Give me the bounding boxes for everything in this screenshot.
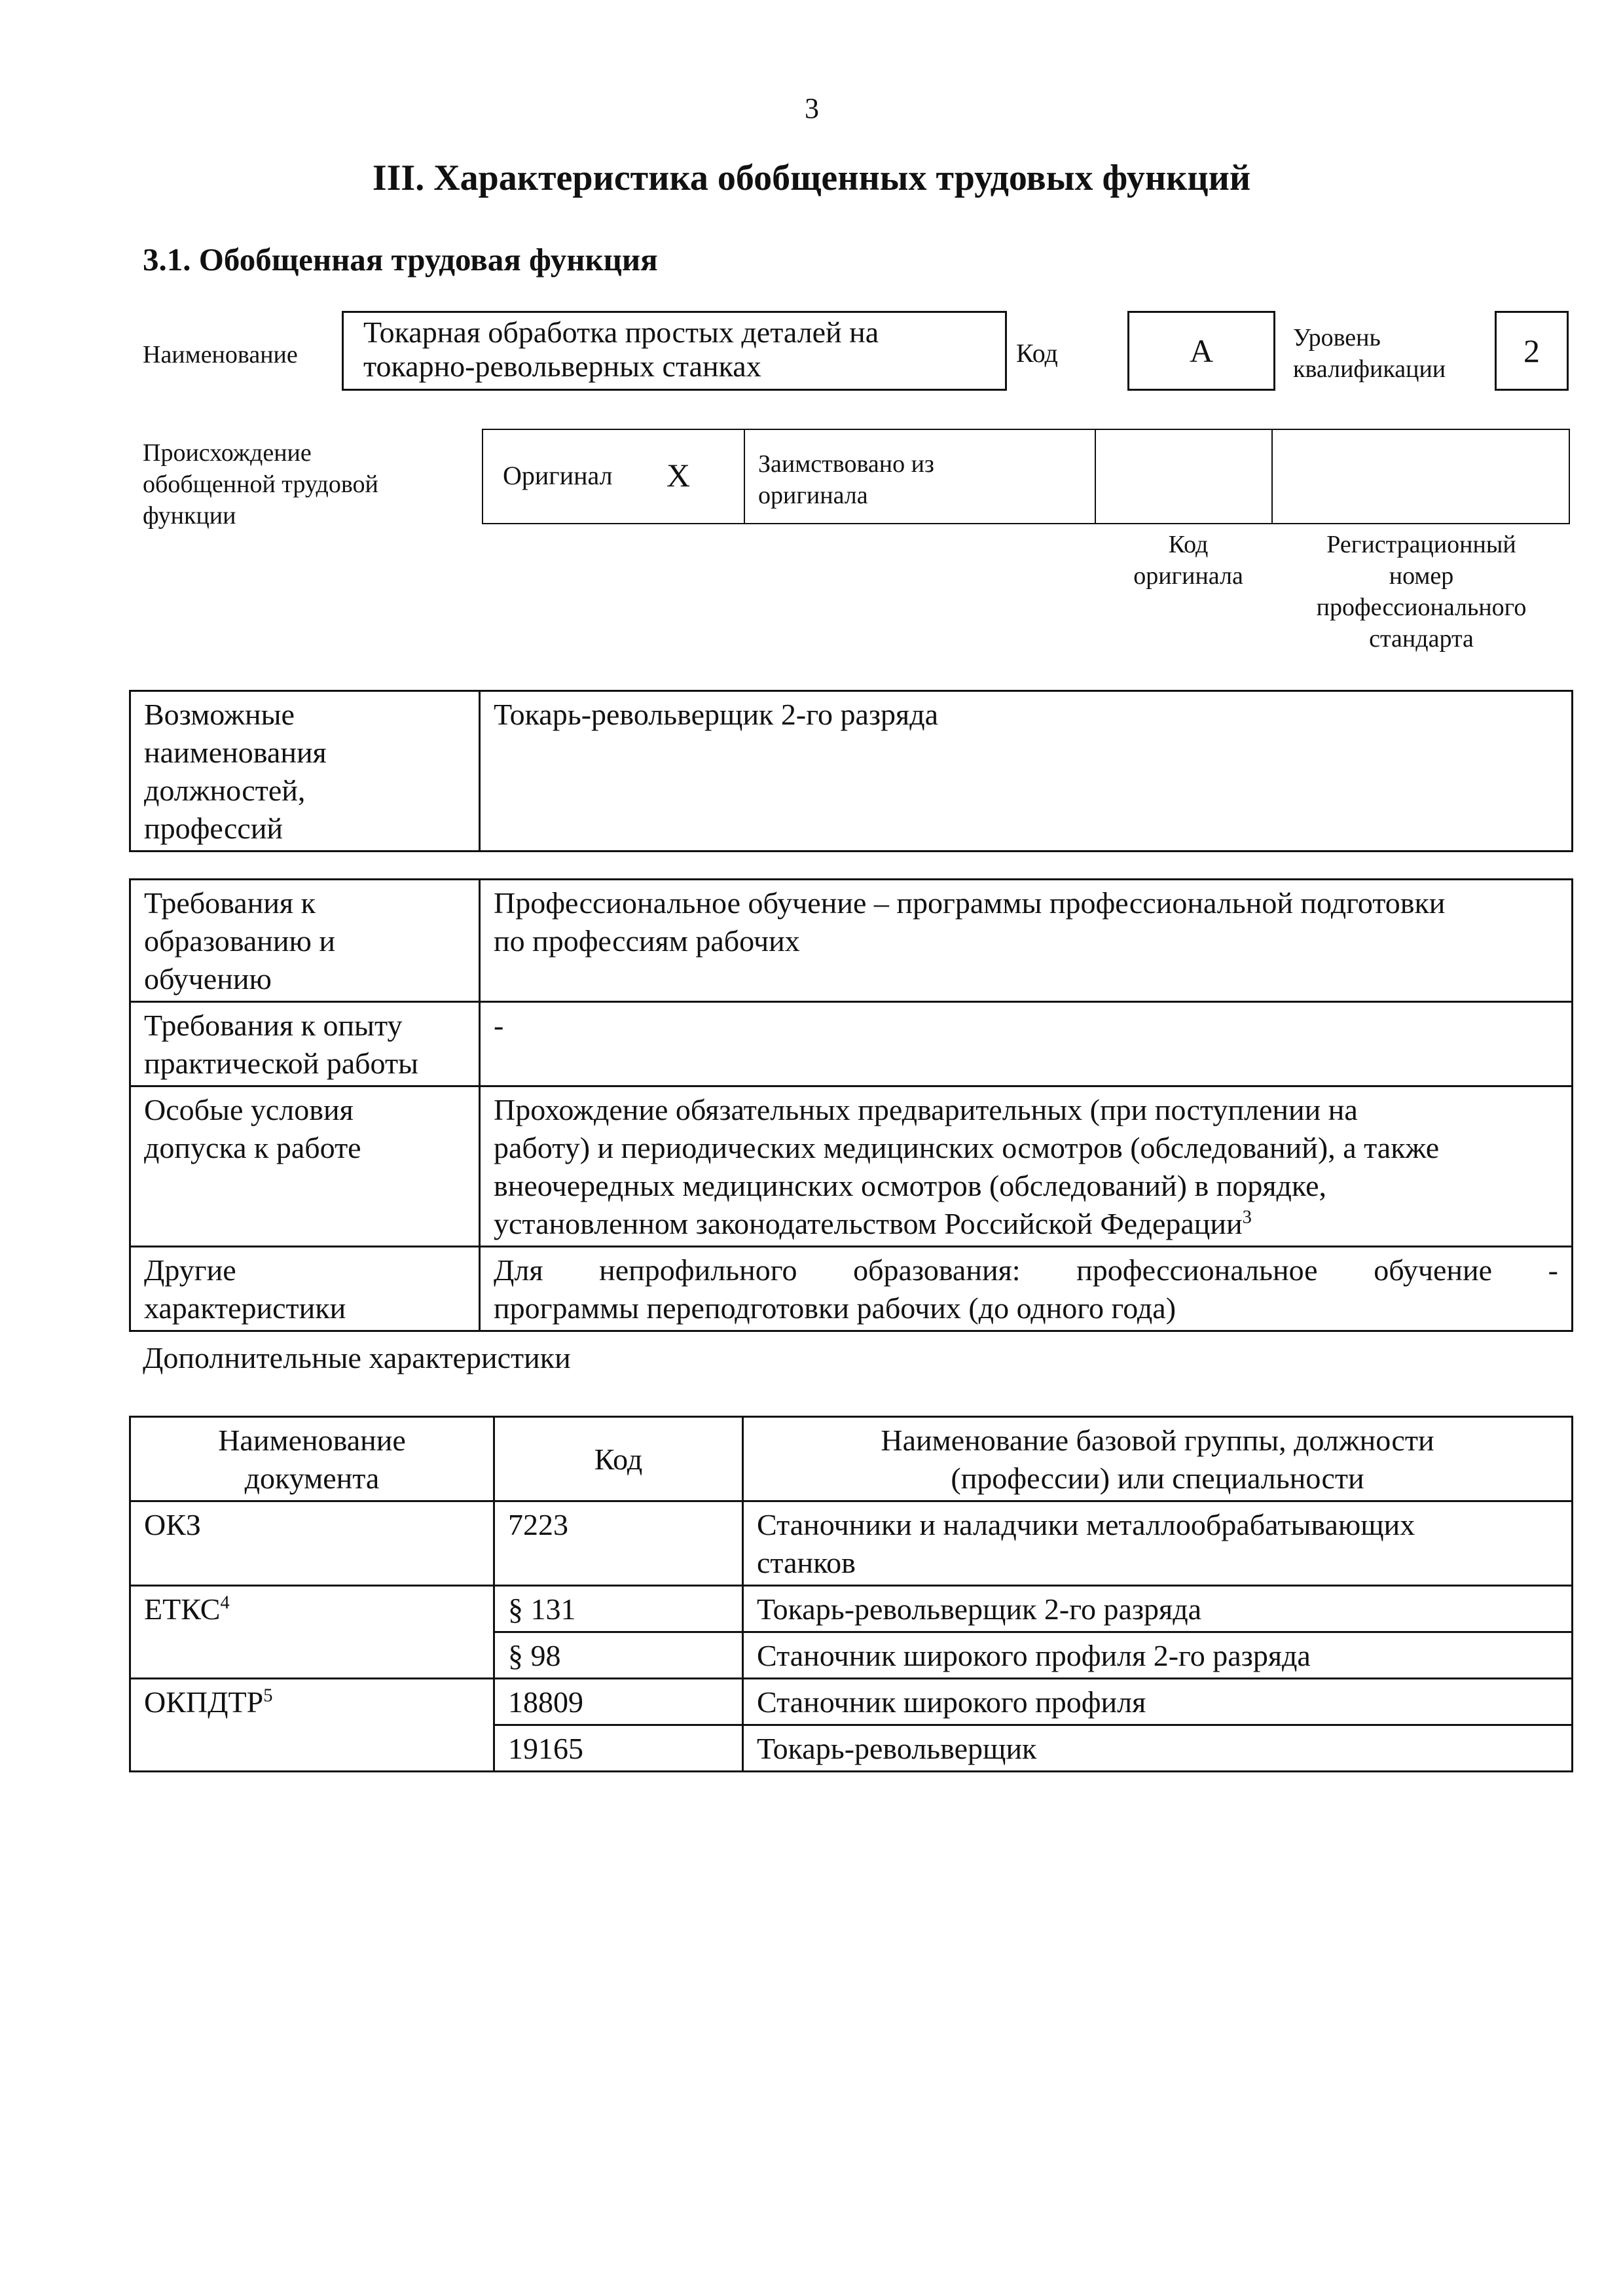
name-line: Токарь-револьверщик 2-го разряда <box>757 1592 1202 1626</box>
function-name-line: Токарная обработка простых деталей на <box>363 315 879 349</box>
code-label: Код <box>1016 338 1058 368</box>
name-line: Станочник широкого профиля 2-го разряда <box>757 1639 1311 1672</box>
name-line: Токарь-револьверщик <box>757 1732 1037 1765</box>
header-line: документа <box>244 1462 380 1495</box>
header-line: Наименование <box>218 1424 406 1457</box>
positions-label-cell <box>130 691 480 852</box>
requirement-value-cell <box>480 1086 1573 1247</box>
code-value: A <box>1189 332 1214 369</box>
positions-table <box>129 690 1573 852</box>
origin-borrowed-cell <box>745 430 1096 523</box>
requirement-value-line: по профессиям рабочих <box>494 924 800 958</box>
positions-label-line: должностей, <box>144 774 306 807</box>
name-cell <box>743 1679 1573 1725</box>
level-label-line: Уровень <box>1293 324 1381 351</box>
level-value: 2 <box>1523 332 1540 369</box>
column-header-name <box>743 1417 1573 1501</box>
original-label: Оригинал <box>503 461 613 490</box>
positions-label-line: Возможные <box>144 698 295 731</box>
footnote-marker: 4 <box>220 1592 230 1613</box>
doc-name: ЕТКС <box>144 1592 221 1626</box>
code-cell <box>494 1586 743 1632</box>
subsection-title: 3.1. Обобщенная трудовая функция <box>143 242 658 278</box>
table-row <box>130 691 1573 852</box>
additional-table <box>129 1416 1573 1772</box>
requirement-value-line: Для непрофильного образования: профессиональное обучение - <box>494 1253 1558 1287</box>
requirement-value-line <box>494 1205 1558 1243</box>
header-line: Код <box>594 1443 643 1476</box>
borrowed-label-line: Заимствовано из <box>758 450 934 478</box>
table-row <box>130 880 1573 1002</box>
column-header-code <box>494 1417 743 1501</box>
footnote-marker: 5 <box>263 1685 273 1706</box>
name-line: Станочник широкого профиля <box>757 1685 1146 1719</box>
doc-cell <box>130 1501 494 1586</box>
requirements-table <box>129 878 1573 1332</box>
code-cell <box>494 1725 743 1772</box>
code-cell <box>494 1679 743 1725</box>
requirement-label-line: Другие <box>144 1253 236 1287</box>
code-value-box <box>1127 311 1275 391</box>
function-name-box <box>342 311 1007 391</box>
origin-table <box>482 429 1570 524</box>
name-line: Станочники и наладчики металлообрабатывающих <box>757 1508 1415 1541</box>
name-cell <box>743 1725 1573 1772</box>
origin-reg-caption <box>1273 529 1569 655</box>
level-label <box>1293 322 1446 385</box>
requirement-label-line: характеристики <box>144 1291 346 1325</box>
section-title: III. Характеристика обобщенных трудовых функций <box>372 158 1251 198</box>
origin-original-cell <box>483 430 745 523</box>
code-cell <box>494 1501 743 1586</box>
name-cell <box>743 1632 1573 1679</box>
name-label: Наименование <box>143 341 298 368</box>
requirement-value-line: программы переподготовки рабочих (до одного года) <box>494 1291 1176 1325</box>
requirement-value-line: Прохождение обязательных предварительных (при поступлении на <box>494 1093 1358 1126</box>
doc-name: ОКЗ <box>144 1508 201 1541</box>
code-value: 7223 <box>508 1508 568 1541</box>
requirement-label-line: Особые условия <box>144 1093 354 1126</box>
original-mark: X <box>666 457 691 493</box>
name-line: станков <box>757 1546 856 1579</box>
header-line: Наименование базовой группы, должности <box>881 1424 1434 1457</box>
code-cell <box>494 1632 743 1679</box>
origin-code-caption <box>1100 529 1277 592</box>
positions-label-line: наименования <box>144 736 327 769</box>
requirement-value-line: Профессиональное обучение – программы профессиональной подготовки <box>494 886 1446 920</box>
requirement-value-line: внеочередных медицинских осмотров (обследований) в порядке, <box>494 1169 1327 1202</box>
requirement-label-line: Требования к опыту <box>144 1009 403 1042</box>
doc-cell <box>130 1679 494 1772</box>
requirement-value-cell <box>480 1002 1573 1086</box>
table-row <box>130 1586 1573 1632</box>
borrowed-label-line: оригинала <box>758 482 868 509</box>
positions-value-cell <box>480 691 1573 852</box>
caption-line: профессионального <box>1316 594 1527 621</box>
table-row <box>130 1679 1573 1725</box>
level-label-line: квалификации <box>1293 355 1446 383</box>
table-row <box>130 1247 1573 1331</box>
origin-label-line: Происхождение <box>143 439 312 467</box>
requirement-label-cell <box>130 1247 480 1331</box>
caption-line: Код <box>1168 531 1209 558</box>
table-header-row <box>130 1417 1573 1501</box>
requirement-value-cell <box>480 880 1573 1002</box>
header-line: (профессии) или специальности <box>951 1462 1364 1495</box>
page-number: 3 <box>805 92 819 124</box>
doc-cell <box>130 1586 494 1679</box>
origin-code-cell <box>1096 430 1273 523</box>
code-value: § 131 <box>508 1592 576 1626</box>
function-name-line: токарно-револьверных станках <box>363 350 761 383</box>
caption-line: Регистрационный <box>1326 531 1516 558</box>
column-header-document <box>130 1417 494 1501</box>
positions-value: Токарь-револьверщик 2-го разряда <box>494 698 939 731</box>
code-value: 18809 <box>508 1685 583 1719</box>
code-value: 19165 <box>508 1732 583 1765</box>
code-value: § 98 <box>508 1639 561 1672</box>
positions-label-line: профессий <box>144 812 283 845</box>
requirement-value-text: установленном законодательством Российской Федерации <box>494 1207 1243 1240</box>
requirement-label-cell <box>130 1002 480 1086</box>
name-cell <box>743 1586 1573 1632</box>
caption-line: номер <box>1389 562 1454 590</box>
requirement-label-line: образованию и <box>144 924 335 958</box>
requirement-value-cell <box>480 1247 1573 1331</box>
origin-label-line: обобщенной трудовой <box>143 471 378 498</box>
requirement-value-line: - <box>494 1009 504 1042</box>
caption-line: стандарта <box>1369 625 1474 653</box>
requirement-value-line: работу) и периодических медицинских осмотров (обследований), а также <box>494 1131 1440 1164</box>
origin-label-line: функции <box>143 502 236 529</box>
requirement-label-line: практической работы <box>144 1047 418 1080</box>
level-value-box <box>1495 311 1569 391</box>
table-row <box>130 1086 1573 1247</box>
doc-name: ОКПДТР <box>144 1685 264 1719</box>
requirement-label-line: Требования к <box>144 886 316 920</box>
requirement-label-cell <box>130 880 480 1002</box>
table-row <box>130 1501 1573 1586</box>
footnote-marker: 3 <box>1242 1207 1252 1228</box>
requirement-label-line: допуска к работе <box>144 1131 361 1164</box>
caption-line: оригинала <box>1133 562 1243 590</box>
requirement-label-cell <box>130 1086 480 1247</box>
table-row <box>130 1002 1573 1086</box>
origin-reg-number-cell <box>1273 430 1569 523</box>
origin-label <box>143 437 378 531</box>
additional-title: Дополнительные характеристики <box>143 1341 571 1374</box>
requirement-label-line: обучению <box>144 962 272 996</box>
name-cell <box>743 1501 1573 1586</box>
